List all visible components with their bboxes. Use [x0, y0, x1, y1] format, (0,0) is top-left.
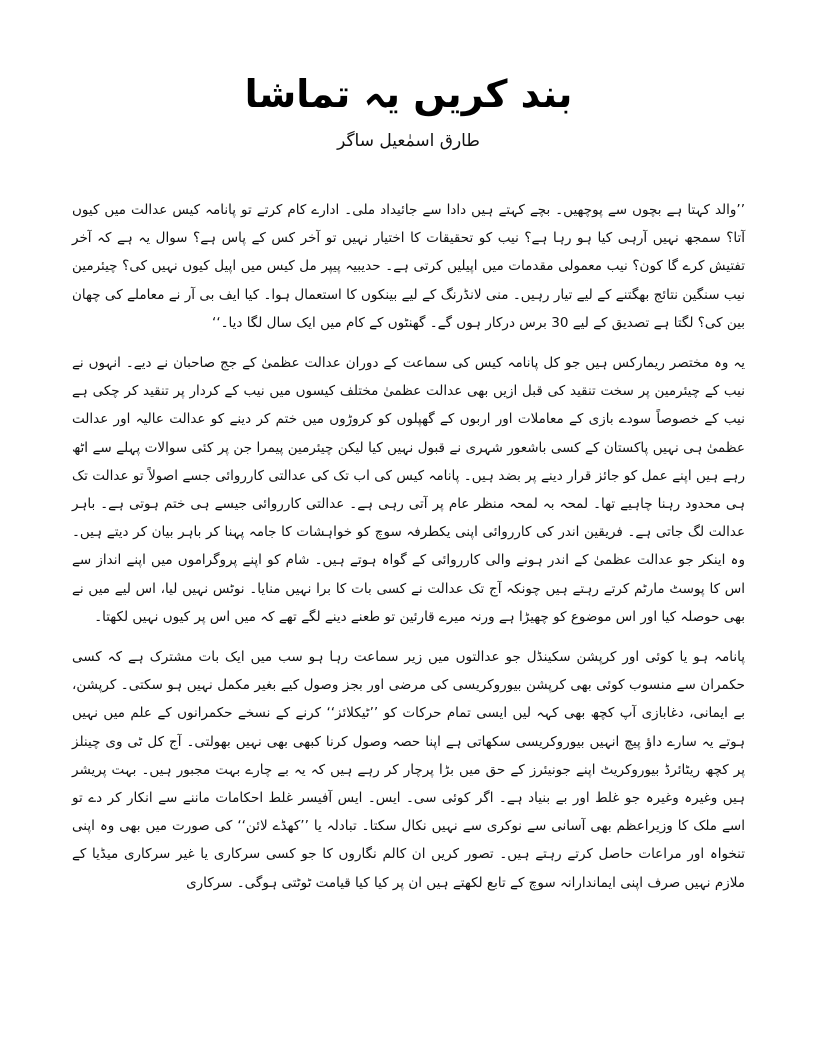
article-title: بند کریں یہ تماشا [244, 72, 573, 116]
paragraph-1: ’’والد کہتا ہے بچوں سے پوچھیں۔ بچے کہتے ہیں دادا سے جائیداد ملی۔ ادارے کام کرتے تو پانامہ کیس عدالت میں کیوں آتا؟ سمجھ نہیں آرہی کیا ہو رہا ہے؟ نیب کو تحقیقات کا اختیار نہیں تو آخر کس کے پاس ہے؟ سوال یہ ہے کہ آخر تفتیش کرے گا کون؟ نیب معمولی مقدمات میں اپیلیں کرتی ہے۔ حدیبیہ پیپر مل کیس میں اپیل کیوں نہیں کی؟ چیئرمین نیب سنگین نتائج بھگتنے کے لیے تیار رہیں۔ منی لانڈرنگ کے لیے بینکوں کا استعمال ہوا۔ کیا ایف بی آر نے معاملے کی چھان بین کی؟ لگتا ہے تصدیق کے لیے 30 برس درکار ہوں گے۔ گھنٹوں کے کام میں ایک سال لگا دیا۔‘‘ [72, 202, 745, 331]
article-body [72, 196, 745, 897]
paragraph-2: یہ وہ مختصر ریمارکس ہیں جو کل پانامہ کیس کی سماعت کے دوران عدالت عظمیٰ کے جج صاحبان نے دیے۔ انہوں نے نیب کے چیئرمین پر سخت تنقید کی قبل ازیں بھی عدالت عظمیٰ مختلف کیسوں میں نیب کے کردار پر تنقید کر چکی ہے نیب کے خصوصاً سودے بازی کے معاملات اور اربوں کے گھپلوں کو کروڑوں میں ختم کر دینے کو عدالت عالیہ اور عدالت عظمیٰ ہی نہیں پاکستان کے کسی باشعور شہری نے قبول نہیں کیا لیکن چیئرمین پیمرا جن پر کئی سوالات پہلے سے اٹھ رہے ہیں اپنے عمل کو جائز قرار دینے پر بضد ہیں۔ پانامہ کیس کی اب تک کی عدالتی کارروائی جسے اصولاً تو عدالت تک ہی محدود رہنا چاہیے تھا۔ لمحہ بہ لمحہ منظر عام پر آتی رہی ہے۔ عدالتی کارروائی جیسے ہی ختم ہوتی ہے۔ باہر عدالت لگ جاتی ہے۔ فریقین اندر کی کارروائی اپنی یکطرفہ سوچ کو خواہشات کا جامہ پہنا کر باہر بیان کر دیتے ہیں۔ وہ اینکر جو عدالت عظمیٰ کے اندر ہونے والی کارروائی کے گواہ ہوتے ہیں۔ شام کو اپنے پروگراموں میں اپنے انداز سے اس کا پوسٹ مارٹم کرتے رہتے ہیں چونکہ آج تک عدالت نے کسی بات کا برا نہیں منایا۔ نوٹس نہیں لیا، اس لیے میں نے بھی حوصلہ کیا اور اس موضوع کو چھیڑا ہے ورنہ میرے قارئین تو طعنے دینے لگے تھے کہ میں اس پر کیوں نہیں لکھتا۔ [72, 355, 746, 625]
paragraph-3: پانامہ ہو یا کوئی اور کرپشن سکینڈل جو عدالتوں میں زیر سماعت رہا ہو سب میں ایک بات مشترک ہے کہ کسی حکمران سے منسوب کوئی بھی کرپشن بیوروکریسی کی مرضی اور بجز وصول کیے بغیر مکمل نہیں ہو سکتی۔ کرپشن، بے ایمانی، دغابازی آپ کچھ بھی کہہ لیں ایسی تمام حرکات کو ’’ٹیکلائز‘‘ کرنے کے نسخے حکمرانوں کے علم میں نہیں ہوتے یہ سارے داؤ پیچ انہیں بیوروکریسی سکھاتی ہے اپنا حصہ وصول کرنا کبھی بھی نہیں بھولتی۔ آج کل ٹی وی چینلز پر کچھ ریٹائرڈ بیوروکریٹ اپنے جونیئرز کے حق میں بڑا پرچار کر رہے ہیں کہ یہ بے چارے بہت مجبور ہیں۔ بہت پریشر ہیں وغیرہ وغیرہ جو غلط اور بے بنیاد ہے۔ اگر کوئی سی۔ ایس۔ ایس آفیسر غلط احکامات ماننے سے انکار کر دے تو اسے ملک کا وزیراعظم بھی آسانی سے نوکری سے نہیں نکال سکتا۔ تبادلہ یا ’’کھڈے لائن‘‘ کی صورت میں بھی وہ اپنی تنخواہ اور مراعات حاصل کرتے رہتے ہیں۔ تصور کریں ان کالم نگاروں کا جو کسی سرکاری یا غیر سرکاری میڈیا کے ملازم نہیں صرف اپنی ایماندارانہ سوچ کے تابع لکھتے ہیں ان پر کیا کیا قیامت ٹوٹتی ہوگی۔ سرکاری [72, 649, 745, 891]
article-author: طارق اسمٰعیل ساگر [337, 131, 480, 151]
